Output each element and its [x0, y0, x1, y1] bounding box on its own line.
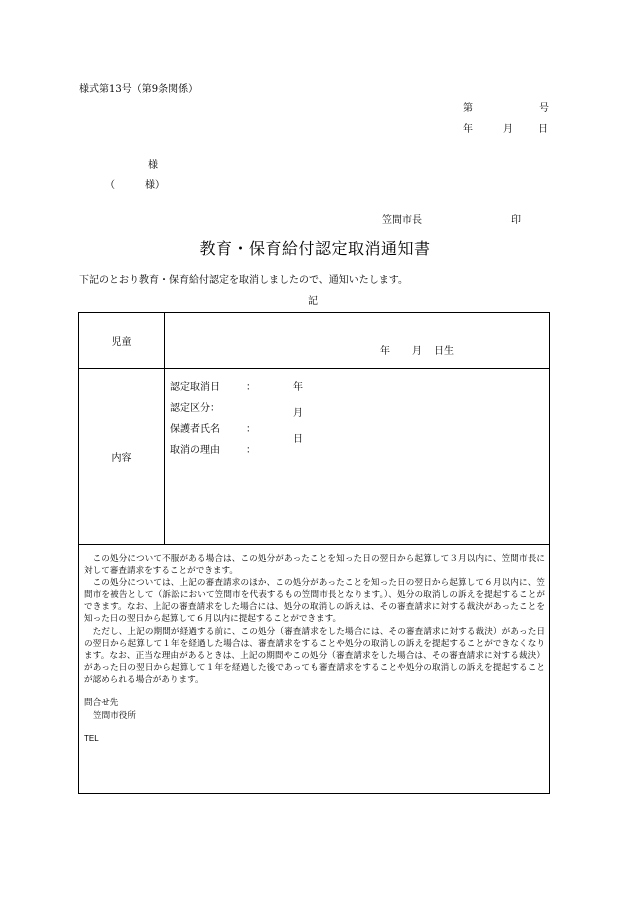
- field-guardian-name: [170, 420, 256, 435]
- recipient-line-1: 様: [148, 160, 158, 171]
- birth-day: 日生: [434, 346, 454, 357]
- birth-date: [380, 342, 454, 357]
- doc-no-prefix: 第: [463, 103, 473, 114]
- appeal-notice: [84, 553, 545, 686]
- cancel-day: 日: [293, 434, 303, 445]
- field-certification-category: [170, 399, 220, 414]
- recipient-open-paren: （: [105, 180, 115, 191]
- notice-paragraph-2: この処分については、上記の審査請求のほか、この処分があったことを知った日の翌日から起算して６月以内に、笠間市を被告として（訴訟において笠間市を代表するもの笠間市長となります。）、処分の取消しの訴えを提起することができます。なお、上記の審査請求をした場合には、処分の取消しの訴えは、その審査請求に対する裁決があったことを知った日の翌日から起算して６月以内に提起することができます。: [84, 578, 545, 625]
- page-title: 教育・保育給付認定取消通知書: [199, 239, 431, 258]
- content-label: 内容: [111, 453, 132, 464]
- row-divider-2: [79, 544, 549, 545]
- cancel-month: 月: [293, 408, 303, 419]
- ki-heading: 記: [308, 296, 318, 307]
- document-number: [463, 99, 549, 114]
- main-table: [78, 312, 550, 794]
- contact-label: 問合せ先: [84, 698, 119, 708]
- recipient-close: 様）: [145, 180, 165, 191]
- doc-no-suffix: 号: [539, 103, 549, 114]
- field-label: 保護者氏名: [170, 424, 220, 435]
- column-divider: [164, 313, 165, 544]
- issue-year: 年: [463, 124, 473, 135]
- field-label: 認定区分：: [170, 403, 220, 414]
- child-label: 児童: [111, 337, 132, 348]
- recipient-line-2: [105, 176, 165, 191]
- contact-tel: TEL: [84, 734, 99, 743]
- child-label-cell: [79, 313, 164, 368]
- content-label-cell: [79, 369, 164, 544]
- birth-year: 年: [380, 346, 390, 357]
- issue-day: 日: [538, 124, 548, 135]
- notice-paragraph-1: この処分について不服がある場合は、この処分があったことを知った日の翌日から起算して３月以内に、笠間市長に対して審査請求をすることができます。: [84, 554, 545, 577]
- issue-month: 月: [503, 124, 513, 135]
- field-colon: ：: [246, 382, 256, 393]
- lead-text: 下記のとおり教育・保育給付認定を取消しましたので、通知いたします。: [79, 275, 408, 286]
- cancel-year: 年: [293, 382, 303, 393]
- birth-month: 月: [412, 346, 422, 357]
- notice-paragraph-3: ただし、上記の期間が経過する前に、この処分（審査請求をした場合には、その審査請求に対する裁決）があった日の翌日から起算して１年を経過した場合は、審査請求をすることや処分の取消しの訴えを提起することができなくなります。なお、正当な理由があるときは、上記の期間やこの処分（審査請求をした場合は、その審査請求に対する裁決）があった日の翌日から起算して１年を経過した後であっても審査請求をすることや処分の取消しの訴えを提起することが認められる場合があります。: [84, 626, 545, 685]
- contact-office: 笠間市役所: [93, 711, 136, 721]
- issuer-name: 笠間市長: [382, 215, 422, 226]
- form-number: 様式第13号（第9条関係）: [79, 84, 199, 95]
- field-label: 認定取消日: [170, 382, 220, 393]
- seal-mark: 印: [511, 215, 521, 226]
- field-colon: ：: [246, 424, 256, 435]
- field-colon: ：: [246, 445, 256, 456]
- field-label: 取消の理由: [170, 445, 220, 456]
- field-cancel-reason: [170, 441, 256, 456]
- cancel-date: [293, 378, 307, 445]
